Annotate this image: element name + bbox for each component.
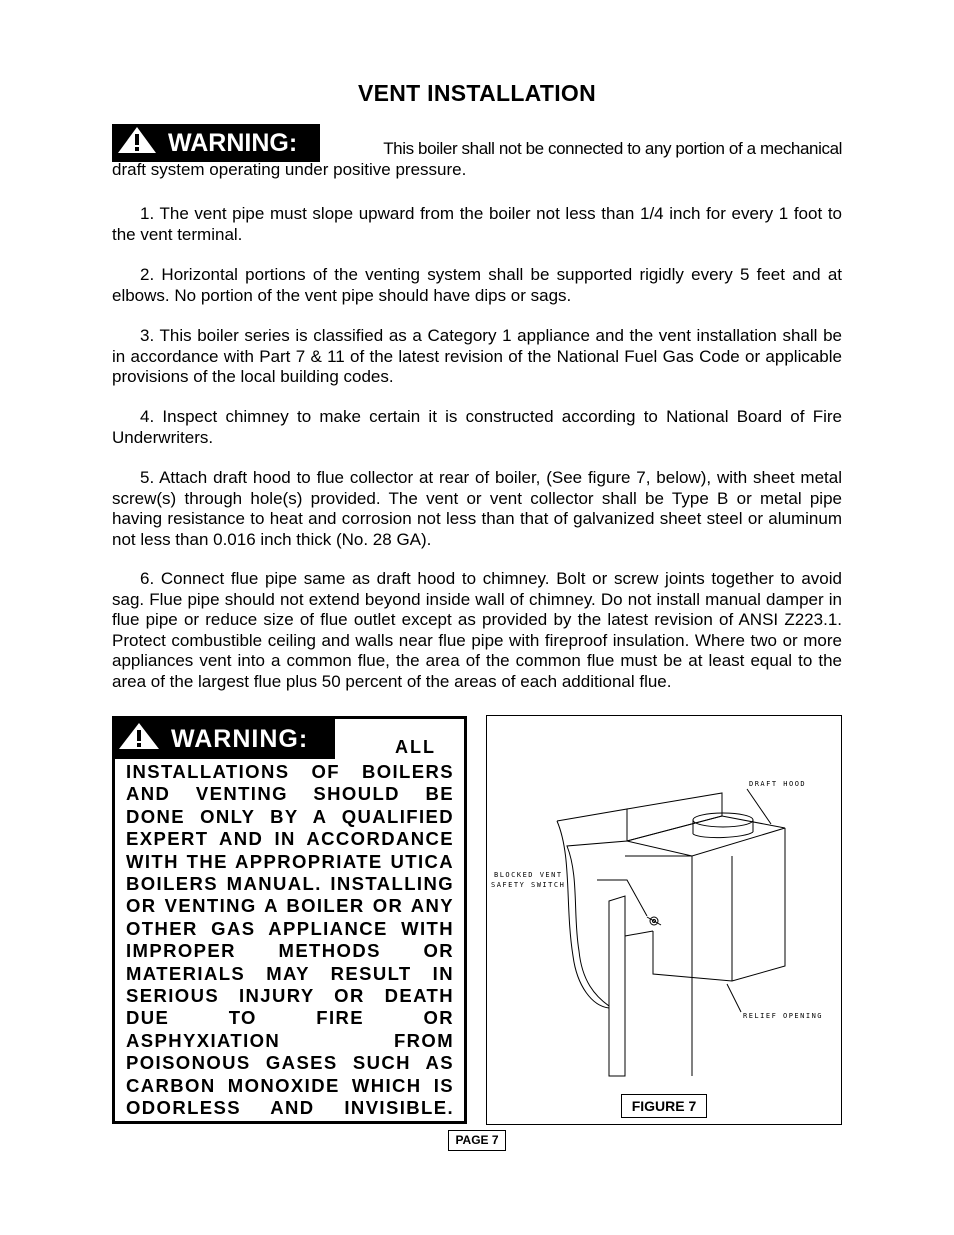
warning-box-first-word: ALL bbox=[395, 737, 436, 757]
paragraph-3: 3. This boiler series is classified as a Category 1 appliance and the vent installation shall be in accordance with Part 7 & 11 of the latest revision of the National Fuel Gas Code or applicable provisions of the local building codes. bbox=[112, 326, 842, 386]
warning-box-badge bbox=[115, 719, 335, 759]
figure-label: FIGURE 7 bbox=[621, 1094, 707, 1118]
warning-triangle-icon bbox=[117, 721, 161, 758]
callout-relief-opening: RELIEF OPENING bbox=[743, 1012, 824, 1020]
warning-box bbox=[112, 716, 467, 1124]
paragraph-5: 5. Attach draft hood to flue collector at rear of boiler, (See figure 7, below), with sheet metal screw(s) through hole(s) provided. The vent or vent collector shall be Type B or metal pipe having resistance to heat and corrosion not less than that of galvanized sheet steel or aluminum not less than 0.016 inch thick (No. 28 GA). bbox=[112, 468, 842, 549]
intro-line-1: This boiler shall not be connected to any portion of a mechanical bbox=[383, 139, 842, 158]
callout-safety-switch: SAFETY SWITCH bbox=[491, 881, 566, 889]
paragraph-6: 6. Connect flue pipe same as draft hood to chimney. Bolt or screw joints together to avoid sag. Flue pipe should not extend beyond inside wall of chimney. Do not install manual damper in flue pipe or reduce size of flue outlet except as provided by the latest revision of ANSI Z223.1. Protect combustible ceiling and walls near flue pipe with fireproof insulation. Where two or more appliances vent into a common flue, the area of the common flue must be at least equal to the area of the largest flue plus 50 percent of the areas of each additional flue. bbox=[112, 569, 842, 691]
paragraph-4: 4. Inspect chimney to make certain it is constructed according to National Board of Fire Underwriters. bbox=[112, 407, 842, 447]
intro-text bbox=[112, 138, 842, 180]
paragraph-2: 2. Horizontal portions of the venting system shall be supported rigidly every 5 feet and at elbows. No portion of the vent pipe should have dips or sags. bbox=[112, 265, 842, 305]
paragraph-1: 1. The vent pipe must slope upward from the boiler not less than 1/4 inch for every 1 foot to the vent terminal. bbox=[112, 204, 842, 244]
callout-draft-hood: DRAFT HOOD bbox=[749, 780, 807, 788]
intro-line-2: draft system operating under positive pressure. bbox=[112, 160, 467, 179]
figure-7 bbox=[486, 715, 842, 1125]
warning-label: WARNING: bbox=[168, 128, 298, 157]
warning-box-text: INSTALLATIONS OF BOILERS AND VENTING SHOULD BE DONE ONLY BY A QUALIFIED EXPERT AND IN ACCORDANCE WITH THE APPROPRIATE UTICA BOILERS MANUAL. INSTALLING OR VENTING A BOILER OR ANY OTHER GAS APPLIANCE WITH IMPROPER METHODS OR MATERIALS MAY RESULT IN SERIOUS INJURY OR DEATH DUE TO FIRE OR ASPHYXIATION FROM POISONOUS GASES SUCH AS CARBON MONOXIDE WHICH IS ODORLESS AND INVISIBLE. bbox=[126, 761, 454, 1119]
page-number: PAGE 7 bbox=[448, 1130, 506, 1151]
callout-blocked-vent: BLOCKED VENT bbox=[494, 871, 563, 879]
page-title: VENT INSTALLATION bbox=[357, 80, 597, 106]
warning-box-label: WARNING: bbox=[171, 724, 309, 753]
